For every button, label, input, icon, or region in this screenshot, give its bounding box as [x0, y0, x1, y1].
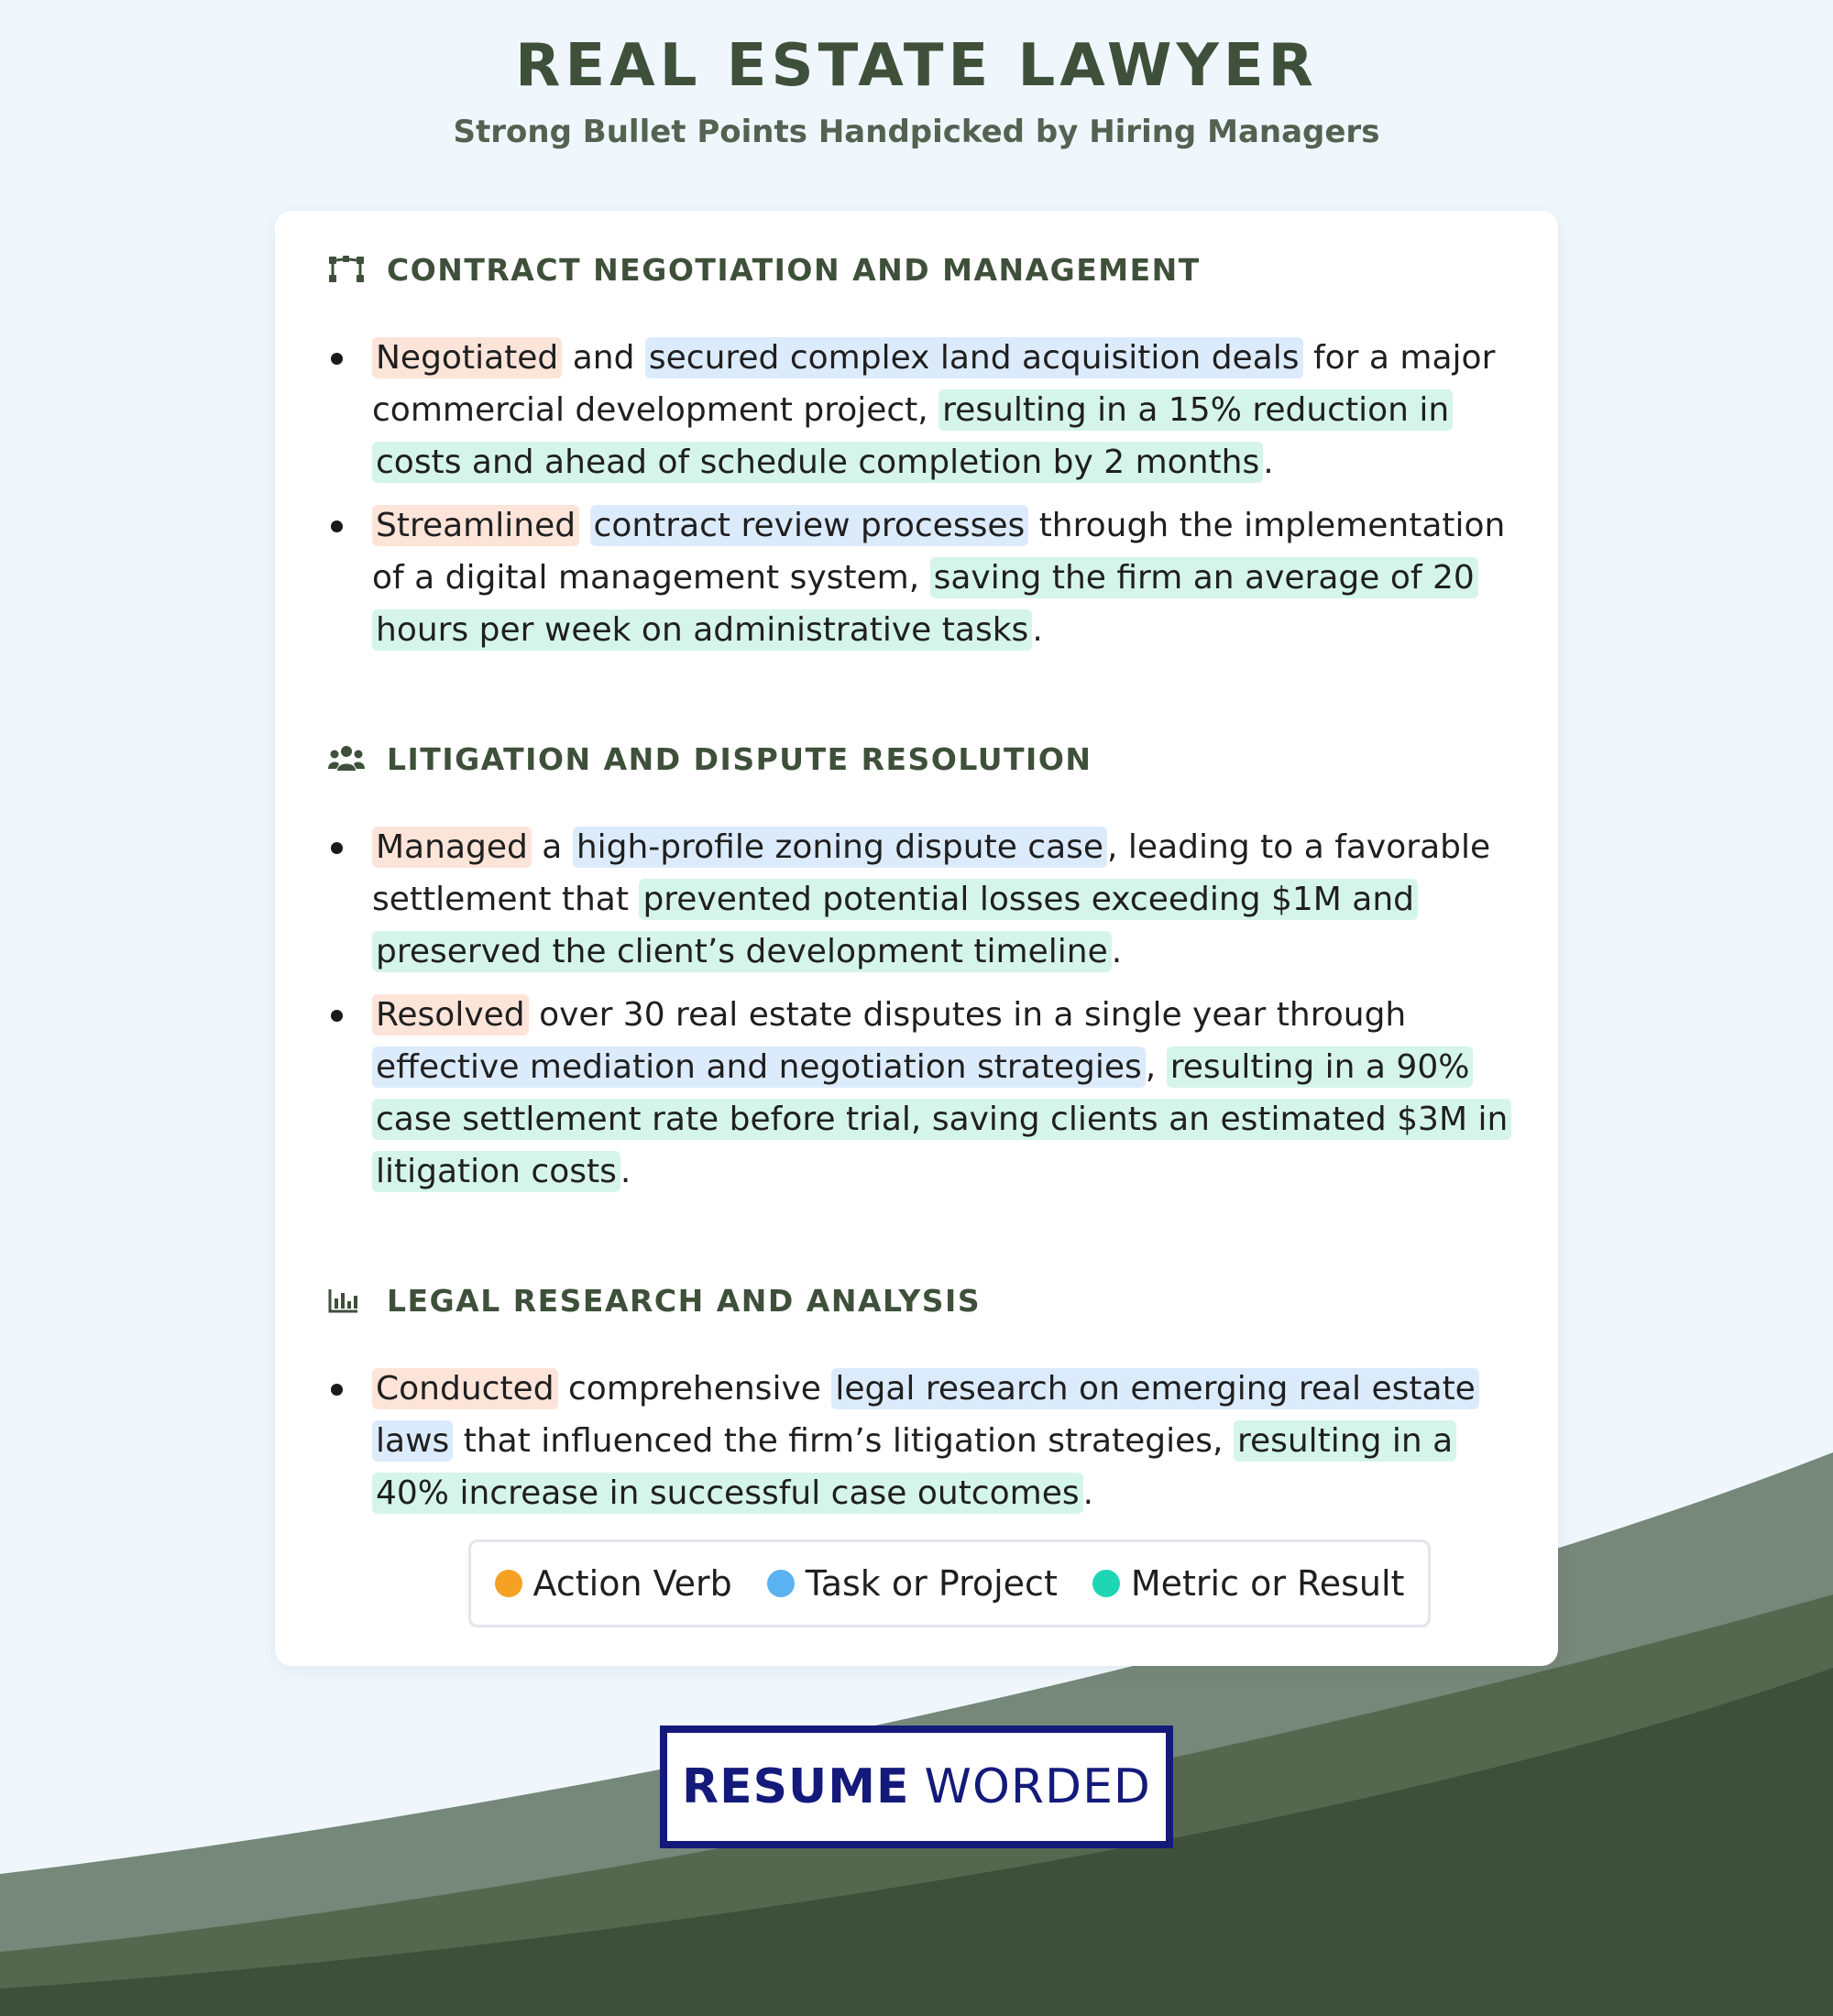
action-verb-highlight: Conducted — [372, 1368, 558, 1409]
bullet-text: , leading to a favorable settlement that — [372, 828, 1491, 918]
bullet-text: . — [1263, 444, 1274, 481]
bullet-item — [328, 499, 1529, 656]
brand-word-light: WORDED — [924, 1759, 1151, 1814]
brand-logo[interactable] — [660, 1726, 1173, 1848]
bullet-text: . — [1032, 611, 1043, 649]
task-highlight: high-profile zoning dispute case — [573, 827, 1107, 868]
legend-item-task — [767, 1563, 1058, 1604]
task-highlight: contract review processes — [590, 505, 1029, 546]
action-verb-highlight: Resolved — [372, 994, 529, 1035]
metric-highlight: resulting in a 15% reduction in costs and ahead of schedule completion by 2 months — [372, 389, 1453, 483]
page-header — [0, 27, 1833, 152]
section-heading — [328, 251, 1558, 288]
metric-highlight: prevented potential losses exceeding $1M and preserved the client’s development timeline — [372, 879, 1418, 972]
section-heading — [328, 1282, 1558, 1319]
bullet-text: over 30 real estate disputes in a single year through — [528, 996, 1407, 1034]
section-title: LITIGATION AND DISPUTE RESOLUTION — [387, 740, 1092, 777]
section-litigation — [328, 740, 1558, 1198]
page-title: REAL ESTATE LAWYER — [515, 32, 1318, 100]
bullet-text: . — [1082, 1474, 1094, 1512]
bullet-text: and — [562, 339, 645, 377]
legend-item-metric — [1092, 1563, 1405, 1604]
task-highlight: legal research on emerging real estate laws — [372, 1368, 1479, 1462]
bar-chart-icon — [328, 1284, 367, 1317]
legend-label: Task or Project — [805, 1563, 1058, 1604]
page-subtitle: Strong Bullet Points Handpicked by Hiring Managers — [453, 114, 1380, 150]
legend-dot-icon — [495, 1570, 522, 1597]
action-verb-highlight: Streamlined — [372, 505, 579, 546]
bullet-list — [328, 821, 1529, 1198]
bullet-text: through the implementation of a digital management system, — [372, 507, 1506, 597]
metric-highlight: resulting in a 40% increase in successful case outcomes — [372, 1420, 1456, 1514]
legend-dot-icon — [1092, 1570, 1120, 1597]
task-highlight: secured complex land acquisition deals — [645, 337, 1303, 378]
bullet-text: , — [1145, 1048, 1167, 1086]
section-contract-negotiation — [328, 251, 1558, 656]
bullet-text: comprehensive — [557, 1370, 832, 1408]
bullet-list — [328, 332, 1529, 656]
legend-item-action-verb — [495, 1563, 732, 1604]
task-highlight: effective mediation and negotiation strategies — [372, 1046, 1146, 1088]
section-title: LEGAL RESEARCH AND ANALYSIS — [387, 1282, 982, 1319]
bullet-item — [328, 1363, 1529, 1519]
bullet-item — [328, 332, 1529, 488]
users-group-icon — [328, 742, 367, 775]
bullet-item — [328, 989, 1529, 1198]
legend-label: Metric or Result — [1130, 1563, 1405, 1604]
metric-highlight: resulting in a 90% case settlement rate before trial, saving clients an estimated $3M in litigation costs — [372, 1046, 1511, 1192]
metric-highlight: saving the firm an average of 20 hours per week on administrative tasks — [372, 557, 1478, 651]
bullet-text — [579, 507, 589, 544]
bullet-text: . — [620, 1153, 631, 1190]
bullet-text: for a major commercial development project, — [372, 339, 1496, 429]
brand-word-strong: RESUME — [682, 1759, 910, 1814]
section-heading — [328, 740, 1558, 777]
bullet-list — [328, 1363, 1529, 1519]
bullet-item — [328, 821, 1529, 978]
bullet-text: a — [531, 828, 573, 866]
bullet-text: . — [1111, 933, 1123, 970]
resume-card — [275, 211, 1558, 1666]
bullet-text: that influenced the firm’s litigation strategies, — [453, 1422, 1234, 1460]
legend-dot-icon — [767, 1570, 795, 1597]
highlight-legend — [468, 1539, 1431, 1627]
network-nodes-icon — [328, 253, 367, 286]
action-verb-highlight: Managed — [372, 827, 532, 868]
section-legal-research — [328, 1282, 1558, 1519]
legend-label: Action Verb — [532, 1563, 732, 1604]
section-title: CONTRACT NEGOTIATION AND MANAGEMENT — [387, 251, 1201, 288]
action-verb-highlight: Negotiated — [372, 337, 562, 378]
